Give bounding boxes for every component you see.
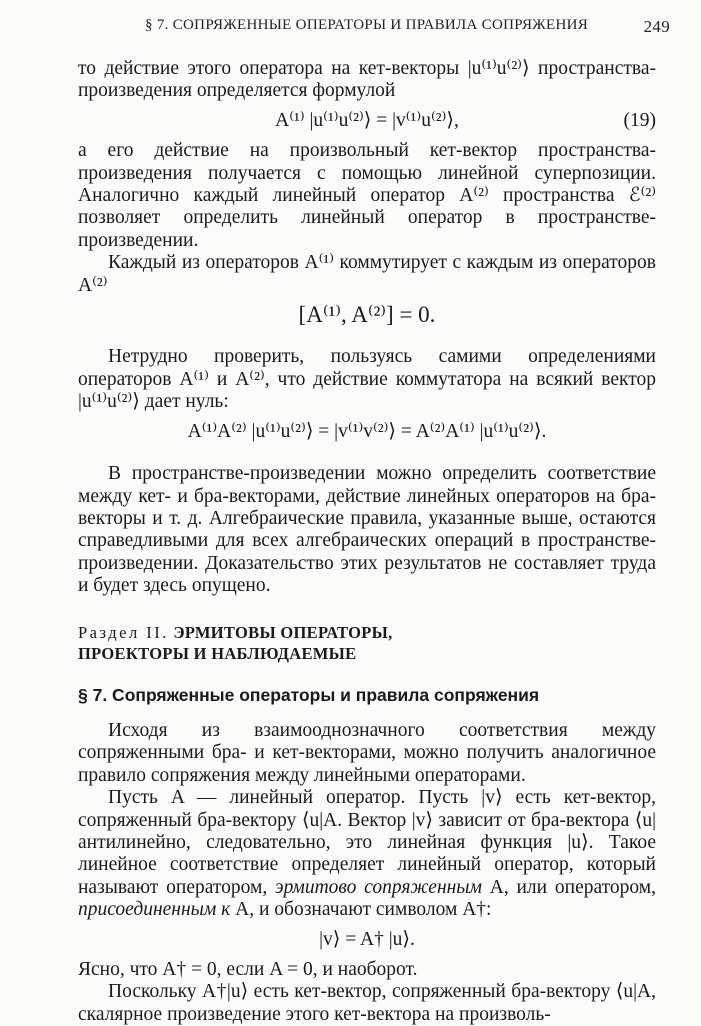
paragraph-7 [78, 787, 656, 921]
part-title-line-2: ПРОЕКТОРЫ И НАБЛЮДАЕМЫЕ [78, 643, 357, 663]
paragraph-7-part-b: A, или оператором, [481, 876, 656, 898]
paragraph-3: Каждый из операторов A⁽¹⁾ коммутирует с каждым из операторов A⁽²⁾ [78, 252, 656, 296]
paragraph-4: Нетрудно проверить, пользуясь самими определениями операторов A⁽¹⁾ и A⁽²⁾, что действие коммутатора на всякий вектор |u⁽¹⁾u⁽²⁾⟩ дает нуль: [78, 346, 656, 413]
section-title: § 7. Сопряженные операторы и правила сопряжения [78, 684, 540, 705]
part-label: Раздел II. [78, 622, 169, 642]
equation-number: (19) [623, 109, 656, 131]
part-title-line-1: ЭРМИТОВЫ ОПЕРАТОРЫ, [173, 622, 393, 642]
equation-commutator: [A⁽¹⁾, A⁽²⁾] = 0. [298, 302, 436, 328]
term-hermitian-conjugate: эрмитово сопряженным [275, 876, 482, 898]
paragraph-8: Ясно, что A† = 0, если A = 0, и наоборот. [78, 959, 418, 980]
paragraph-7-part-c: A, и обозначают символом A†: [230, 899, 492, 921]
running-title: § 7. СОПРЯЖЕННЫЕ ОПЕРАТОРЫ И ПРАВИЛА СОПРЯЖЕНИЯ [145, 17, 589, 33]
paragraph-2: а его действие на произвольный кет-вектор пространства-произведения получается с помощью линейной суперпозиции. Аналогично каждый линейный оператор A⁽²⁾ пространства ℰ⁽²⁾ позволяет определить линейный оператор в пространстве-произведении. [78, 140, 656, 251]
equation-product: A⁽¹⁾A⁽²⁾ |u⁽¹⁾u⁽²⁾⟩ = |v⁽¹⁾v⁽²⁾⟩ = A⁽²⁾A⁽¹⁾ |u⁽¹⁾u⁽²⁾⟩. [187, 420, 547, 442]
paragraph-5: В пространстве-произведении можно определить соответствие между кет- и бра-векторами, действие линейных операторов на бра-векторы и т. д. Алгебраические правила, указанные выше, остаются справедливыми для всех алгебраических операций в пространстве-произведении. Доказательство этих результатов не составляет труда и будет здесь опущено. [78, 463, 656, 597]
paragraph-9: Поскольку A†|u⟩ есть кет-вектор, сопряженный бра-вектору ⟨u|A, скалярное произведение этого кет-вектора на произволь- [78, 981, 656, 1025]
paragraph-1: то действие этого оператора на кет-векторы |u⁽¹⁾u⁽²⁾⟩ пространства-произведения определяется формулой [78, 58, 656, 102]
page-number: 249 [643, 17, 670, 36]
equation-19-text: A⁽¹⁾ |u⁽¹⁾u⁽²⁾⟩ = |v⁽¹⁾u⁽²⁾⟩, [275, 109, 459, 131]
page-body [78, 58, 656, 1026]
part-heading [78, 622, 656, 664]
paragraph-7-part-a: Пусть A — линейный оператор. Пусть |v⟩ есть кет-вектор, сопряженный бра-вектору ⟨u|A. Вектор |v⟩ зависит от бра-вектора ⟨u| антилинейно, следовательно, это линейная функция |u⟩. Такое линейное соответствие определяет линейный оператор, который называют оператором, [78, 787, 656, 898]
equation-adjoint: |v⟩ = A† |u⟩. [319, 928, 415, 950]
paragraph-6: Исходя из взаимооднозначного соответствия между сопряженными бра- и кет-векторами, можно получить аналогичное правило сопряжения между линейными операторами. [78, 719, 656, 786]
term-adjoint: присоединенным к [78, 899, 231, 921]
running-header [145, 17, 670, 37]
equation-19 [78, 110, 656, 132]
